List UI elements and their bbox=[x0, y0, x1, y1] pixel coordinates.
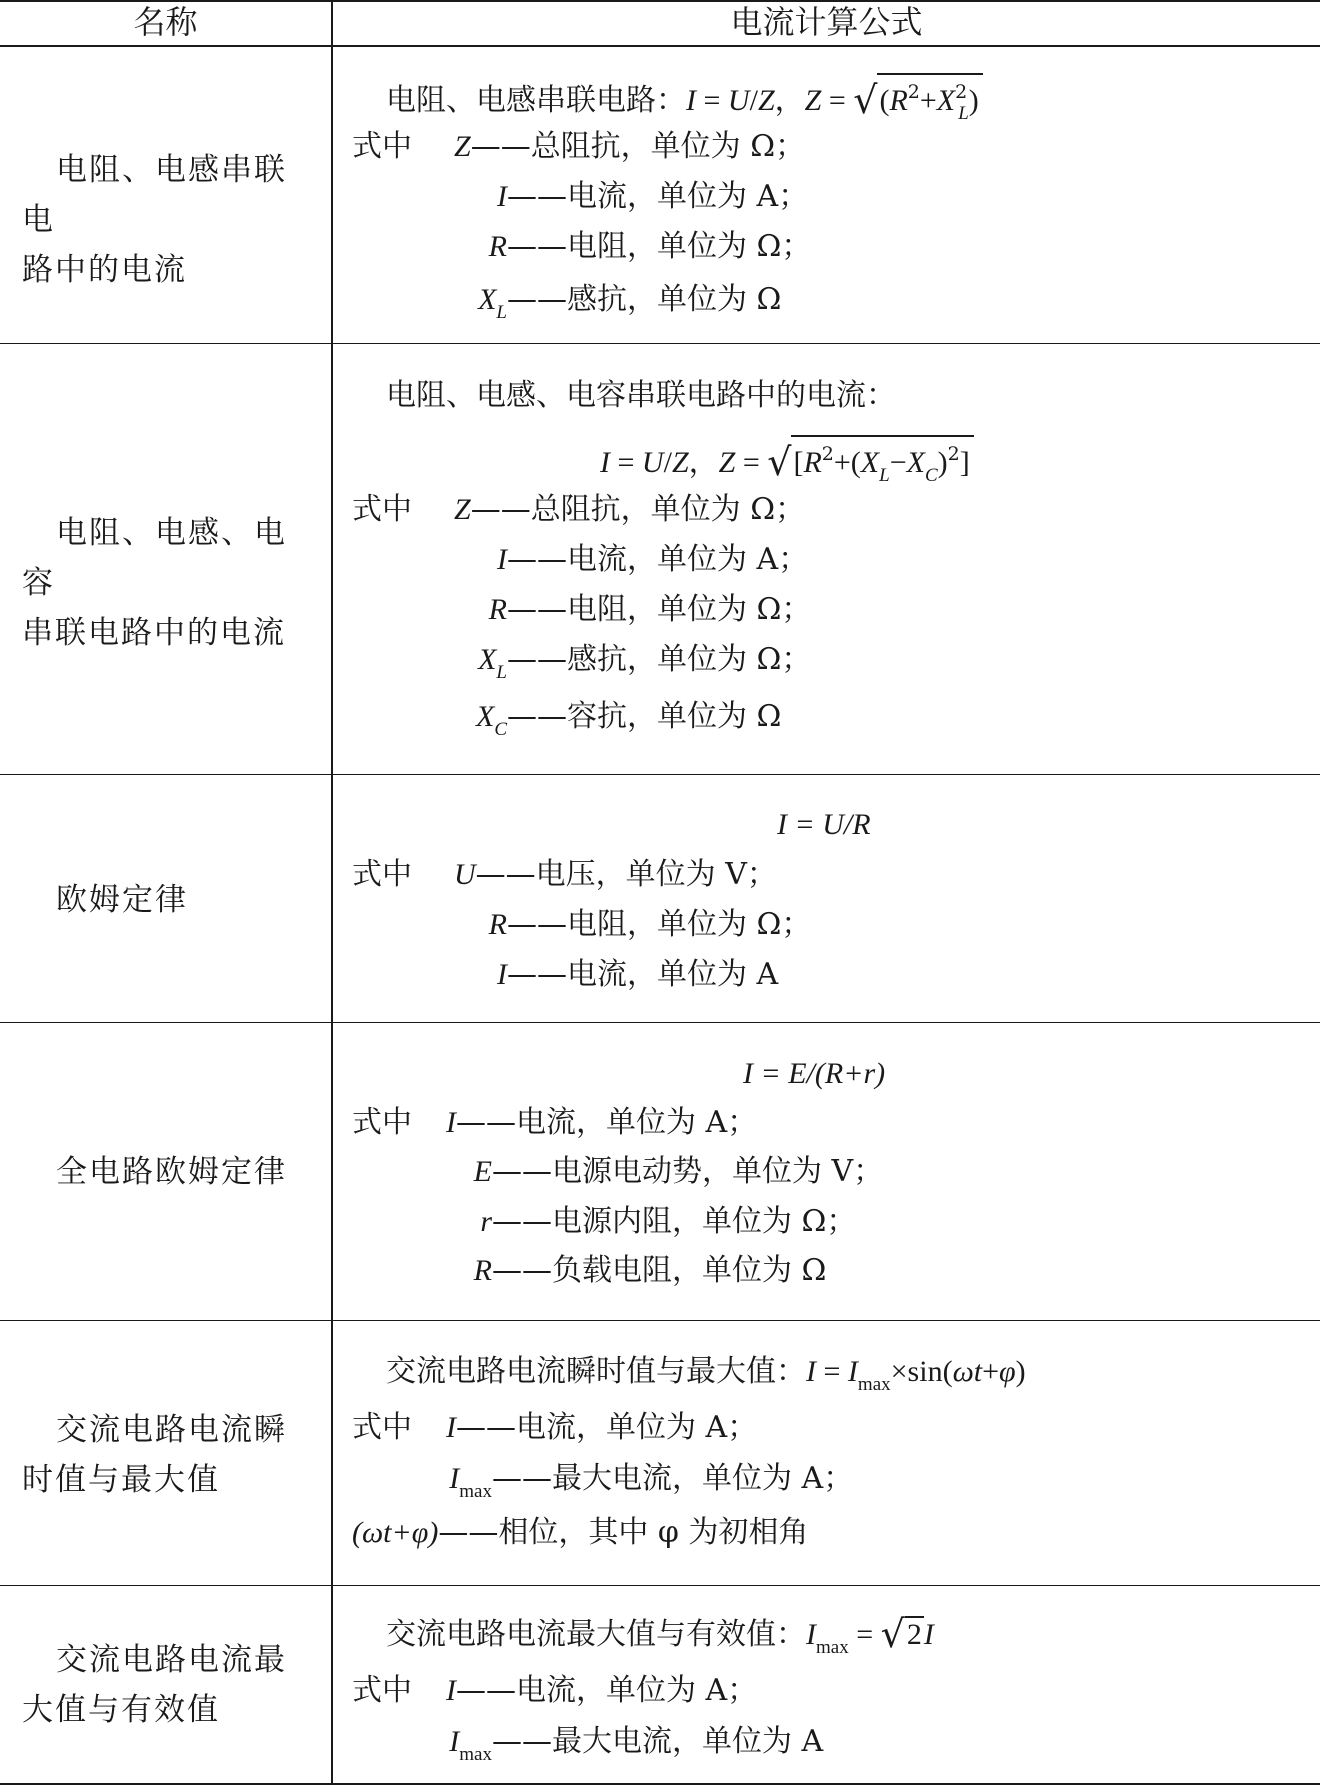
row6-name: 交流电路电流最 大值与有效值 bbox=[22, 1642, 287, 1728]
row4-def-r-small: r——电源内阻，单位为 Ω； bbox=[480, 1204, 857, 1239]
row6-def-i: 式中 I——电流，单位为 A； bbox=[352, 1673, 758, 1708]
header-formula: 电流计算公式 bbox=[730, 3, 923, 41]
row1-def-xl: $X_L——$感抗，单位为 Ω bbox=[478, 282, 782, 323]
row5-def-phase: (ωt+φ)——相位，其中 φ 为初相角 bbox=[352, 1515, 809, 1550]
row-divider bbox=[0, 1022, 1320, 1023]
row5-def-imax: $I_{max}——$最大电流，单位为 A； bbox=[449, 1461, 854, 1502]
row3-def-u: 式中 U——电压，单位为 V； bbox=[352, 857, 777, 892]
row-divider bbox=[0, 774, 1320, 775]
header-name: 名称 bbox=[133, 3, 198, 41]
row1-intro-formula: 电阻、电感串联电路：I = U/Z，$Z = √(R^2+X^2_L)$ bbox=[386, 73, 983, 131]
row3-def-r: R——电阻，单位为 Ω； bbox=[488, 907, 812, 942]
row2-def-xl: $X_L——$感抗，单位为 Ω； bbox=[478, 642, 812, 683]
row2-intro: 电阻、电感、电容串联电路中的电流： bbox=[386, 378, 896, 413]
row4-def-i: 式中 I——电流，单位为 A； bbox=[352, 1105, 758, 1140]
row3-def-i: I——电流，单位为 A bbox=[497, 957, 779, 992]
row2-def-r: R——电阻，单位为 Ω； bbox=[488, 592, 812, 627]
row5-name: 交流电路电流瞬 时值与最大值 bbox=[22, 1412, 287, 1498]
row3-name: 欧姆定律 bbox=[56, 882, 188, 918]
row1-name: 电阻、电感串联电 路中的电流 bbox=[22, 152, 287, 288]
row-divider bbox=[0, 343, 1320, 344]
row6-def-imax: $I_{max}——$最大电流，单位为 A bbox=[449, 1724, 824, 1765]
row1-def-i: I——电流，单位为 A； bbox=[497, 179, 809, 214]
row6-intro-formula: 交流电路电流最大值与有效值：$I_{max} = √2I$ bbox=[386, 1612, 934, 1658]
column-divider bbox=[331, 0, 333, 1784]
row4-name: 全电路欧姆定律 bbox=[56, 1154, 287, 1190]
row4-def-r: R——负载电阻，单位为 Ω bbox=[473, 1253, 827, 1288]
row3-formula: I = U/R bbox=[777, 808, 871, 841]
row1-def-r: R——电阻，单位为 Ω； bbox=[488, 229, 812, 264]
row-divider bbox=[0, 1320, 1320, 1321]
row2-def-z: 式中 Z——总阻抗，单位为 Ω； bbox=[352, 492, 806, 527]
row5-def-i: 式中 I——电流，单位为 A； bbox=[352, 1410, 758, 1445]
table-bottom-border bbox=[0, 1783, 1320, 1785]
row2-name: 电阻、电感、电容 串联电路中的电流 bbox=[22, 515, 287, 651]
row2-formula: I = U/Z，$Z = √[R^2+(X_L-X_C)^2]$ bbox=[600, 435, 974, 493]
row4-formula: I = E/(R+r) bbox=[743, 1057, 886, 1090]
row-divider bbox=[0, 1585, 1320, 1586]
row2-def-i: I——电流，单位为 A； bbox=[497, 542, 809, 577]
row2-def-xc: $X_C——$容抗，单位为 Ω bbox=[475, 699, 782, 740]
row1-def-z: 式中 Z——总阻抗，单位为 Ω； bbox=[352, 129, 806, 164]
row4-def-e: E——电源电动势，单位为 V； bbox=[473, 1154, 884, 1189]
row5-intro-formula: 交流电路电流瞬时值与最大值：$I = I_{max}\times\sin(\omega t+\varphi)$ bbox=[386, 1354, 1026, 1395]
